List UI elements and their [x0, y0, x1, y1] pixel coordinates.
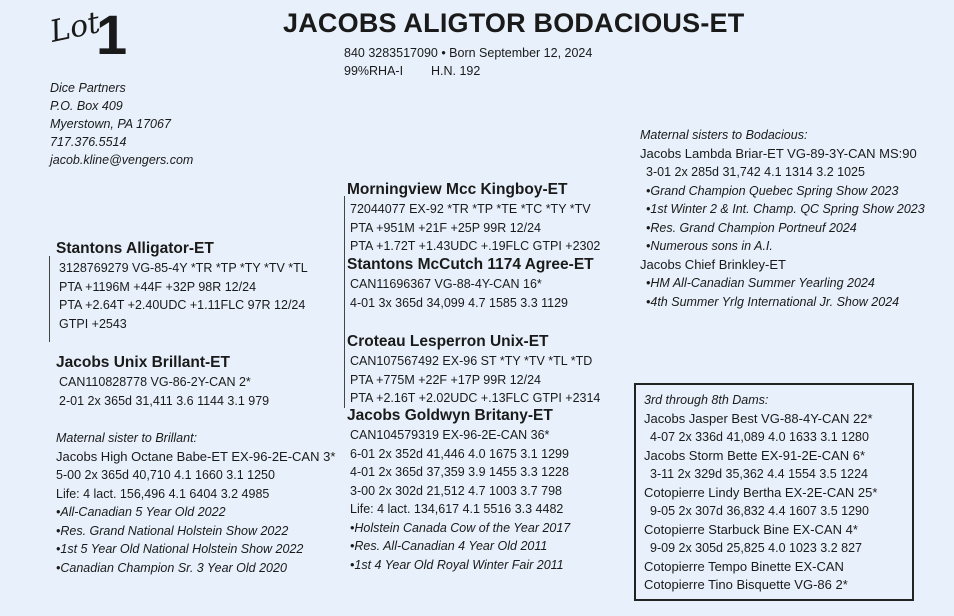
maternal-sisters-block: [640, 126, 925, 311]
maternal-sister-line: 3-01 2x 285d 31,742 4.1 1314 3.2 1025: [646, 165, 865, 179]
dam-line: CAN110828778 VG-86-2Y-CAN 2*: [59, 375, 251, 389]
dams-box-line: 4-07 2x 336d 41,089 4.0 1633 3.1 1280: [650, 430, 869, 444]
owner-address: P.O. Box 409: [50, 99, 123, 113]
dams-box-heading: 3rd through 8th Dams:: [644, 393, 769, 407]
sire-line: PTA +1196M +44F +32P 98R 12/24: [59, 279, 257, 294]
dam-sister-record: Life: 4 lact. 156,496 4.1 6404 3.2 4985: [56, 486, 270, 501]
owner-phone: 717.376.5514: [50, 135, 127, 149]
dams-box: [634, 383, 914, 601]
owner-info: [50, 79, 193, 169]
dam-sire-line: PTA +2.16T +2.02UDC +.13FLC GTPI +2314: [350, 391, 601, 405]
sire-sire-name: Morningview Mcc Kingboy-ET: [347, 181, 568, 198]
dam-sister-heading: Maternal sister to Brillant:: [56, 431, 198, 445]
dam-sire-line: CAN107567492 EX-96 ST *TY *TV *TL *TD: [350, 354, 593, 368]
maternal-sister-line: •HM All-Canadian Summer Yearling 2024: [646, 276, 875, 290]
maternal-sister-line: Jacobs Chief Brinkley-ET: [640, 256, 786, 272]
sire-dam-name: Stantons McCutch 1174 Agree-ET: [347, 256, 594, 273]
rha-value: 99%RHA-I: [344, 64, 404, 78]
dam-dam-line: 3-00 2x 302d 21,512 4.7 1003 3.7 798: [350, 483, 562, 498]
dam-sister-honor: •Res. Grand National Holstein Show 2022: [56, 523, 289, 538]
sire-sire-block: [347, 180, 600, 256]
sire-dam-line: 4-01 3x 365d 34,099 4.7 1585 3.3 1129: [350, 295, 569, 310]
owner-name: Dice Partners: [50, 81, 126, 95]
dam-sire-block: [347, 332, 600, 408]
dams-box-line: Jacobs Storm Bette EX-91-2E-CAN 6*: [644, 447, 866, 463]
maternal-sister-line: Jacobs Lambda Briar-ET VG-89-3Y-CAN MS:90: [640, 145, 917, 161]
dam-dam-name: Jacobs Goldwyn Britany-ET: [347, 407, 553, 424]
sire-sire-line: 72044077 EX-92 *TR *TP *TE *TC *TY *TV: [350, 202, 591, 216]
sire-line: 3128769279 VG-85-4Y *TR *TP *TY *TV *TL: [59, 261, 308, 275]
maternal-sister-line: •1st Winter 2 & Int. Champ. QC Spring Show 2023: [646, 202, 925, 216]
maternal-sister-line: •Numerous sons in A.I.: [646, 239, 773, 253]
dam-block: [56, 353, 269, 410]
dams-box-line: 3-11 2x 329d 35,362 4.4 1554 3.5 1224: [650, 467, 869, 481]
maternal-sisters-heading: Maternal sisters to Bodacious:: [640, 128, 808, 142]
sire-name: Stantons Alligator-ET: [56, 240, 214, 257]
maternal-sister-line: •4th Summer Yrlg International Jr. Show 2024: [646, 294, 900, 309]
dams-box-line: Cotopierre Tino Bisquette VG-86 2*: [644, 577, 848, 592]
sire-line: GTPI +2543: [59, 316, 127, 331]
dam-dam-block: [347, 406, 570, 574]
dams-box-line: 9-09 2x 305d 25,825 4.0 1023 3.2 827: [650, 541, 862, 555]
sire-sire-line: PTA +951M +21F +25P 99R 12/24: [350, 220, 541, 235]
lot-label: Lot: [46, 5, 104, 50]
dam-dam-line: 4-01 2x 365d 37,359 3.9 1455 3.3 1228: [350, 465, 569, 479]
dam-dam-line: 6-01 2x 352d 41,446 4.0 1675 3.1 1299: [350, 446, 569, 461]
dam-sister-honor: •All-Canadian 5 Year Old 2022: [56, 505, 226, 519]
lot-number: 1: [96, 3, 126, 66]
sire-dam-line: CAN11696367 VG-88-4Y-CAN 16*: [350, 277, 542, 291]
sire-line: PTA +2.64T +2.40UDC +1.11FLC 97R 12/24: [59, 298, 306, 312]
dam-dam-line: CAN104579319 EX-96-2E-CAN 36*: [350, 428, 550, 442]
registration-line: 840 3283517090 • Born September 12, 2024: [344, 46, 593, 60]
page-title: JACOBS ALIGTOR BODACIOUS-ET: [283, 8, 745, 38]
dam-sister-honor: •Canadian Champion Sr. 3 Year Old 2020: [56, 560, 287, 575]
pedigree-line-sire: [49, 256, 50, 342]
dam-sire-name: Croteau Lesperron Unix-ET: [347, 333, 549, 350]
dams-box-line: Cotopierre Lindy Bertha EX-2E-CAN 25*: [644, 484, 878, 500]
dams-box-line: 9-05 2x 307d 36,832 4.4 1607 3.5 1290: [650, 504, 869, 518]
dams-box-line: Cotopierre Tempo Binette EX-CAN: [644, 558, 844, 574]
dam-dam-line: Life: 4 lact. 134,617 4.1 5516 3.3 4482: [350, 502, 564, 516]
pedigree-line-right: [344, 196, 345, 408]
dams-box-line: Cotopierre Starbuck Bine EX-CAN 4*: [644, 521, 858, 537]
dam-name: Jacobs Unix Brillant-ET: [56, 354, 230, 371]
dam-sire-line: PTA +775M +22F +17P 99R 12/24: [350, 372, 541, 387]
sire-sire-line: PTA +1.72T +1.43UDC +.19FLC GTPI +2302: [350, 239, 601, 253]
dam-sister-honor: •1st 5 Year Old National Holstein Show 2022: [56, 542, 304, 556]
maternal-sister-line: •Res. Grand Champion Portneuf 2024: [646, 220, 857, 235]
dam-dam-honor: •1st 4 Year Old Royal Winter Fair 2011: [350, 557, 564, 572]
dam-dam-honor: •Holstein Canada Cow of the Year 2017: [350, 520, 571, 535]
dam-sister-record: 5-00 2x 365d 40,710 4.1 1660 3.1 1250: [56, 468, 275, 482]
owner-email: jacob.kline@vengers.com: [50, 153, 194, 167]
sire-block: [56, 239, 308, 333]
dam-sister-block: [56, 429, 335, 577]
dam-sister-name: Jacobs High Octane Babe-ET EX-96-2E-CAN 3*: [56, 448, 336, 464]
dam-line: 2-01 2x 365d 31,411 3.6 1144 3.1 979: [59, 393, 270, 408]
dam-dam-honor: •Res. All-Canadian 4 Year Old 2011: [350, 539, 548, 553]
dams-box-line: Jacobs Jasper Best VG-88-4Y-CAN 22*: [644, 410, 873, 426]
hn-value: H.N. 192: [431, 64, 481, 78]
sire-dam-block: [347, 255, 594, 312]
maternal-sister-line: •Grand Champion Quebec Spring Show 2023: [646, 183, 899, 198]
owner-city: Myerstown, PA 17067: [50, 117, 171, 131]
